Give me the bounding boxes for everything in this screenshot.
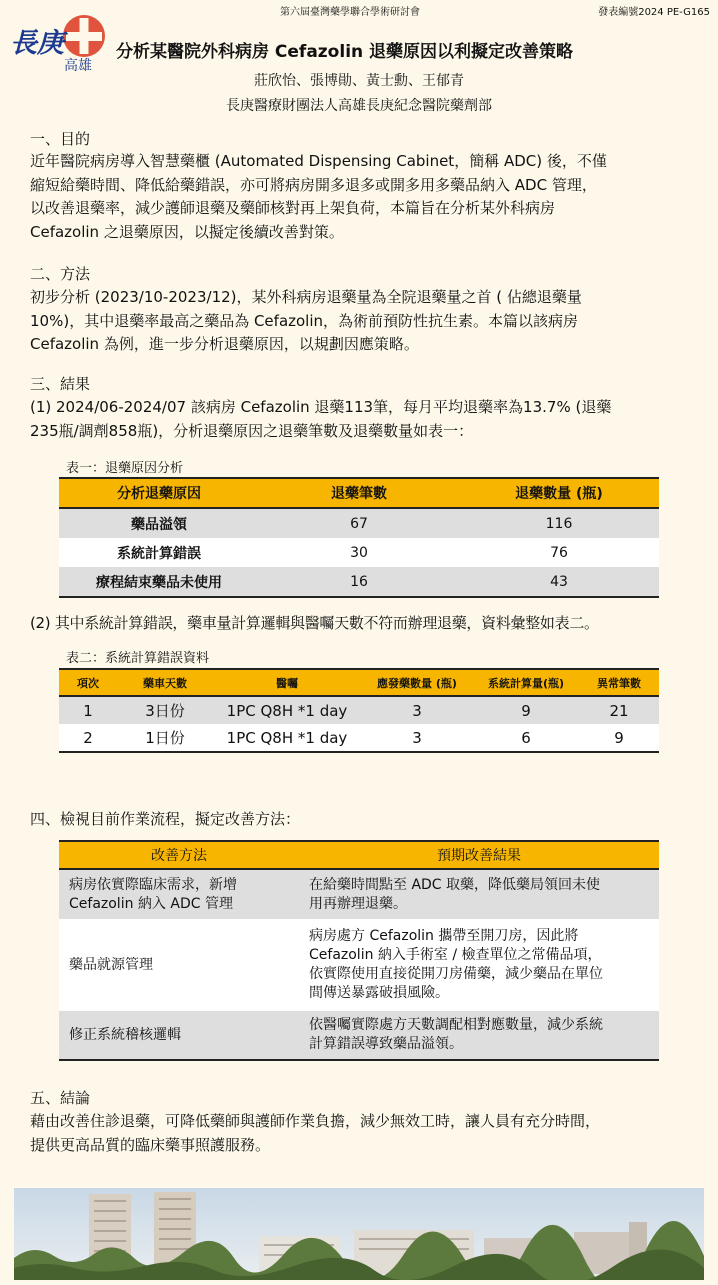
text-line: 235瓶/調劑858瓶)，分析退藥原因之退藥筆數及退藥數量如表一：: [30, 421, 474, 440]
table-cell: 16: [259, 567, 459, 597]
page-title: 分析某醫院外科病房 Cefazolin 退藥原因以利擬定改善策略: [116, 42, 574, 62]
affiliation: 長庚醫療財團法人高雄長庚紀念醫院藥劑部: [226, 98, 492, 114]
table-cell: 2: [59, 724, 117, 752]
cell-line: 藥品就源管理: [69, 956, 153, 973]
section-heading-purpose: 一、目的: [30, 130, 91, 148]
table-header: 應發藥數量 (瓶): [361, 669, 473, 696]
text-line: Cefazolin 之退藥原因，以擬定後續改善對策。: [30, 222, 344, 241]
table-cell: 76: [459, 538, 659, 567]
table-cell: 藥品溢領: [59, 508, 259, 538]
table-row: [59, 724, 659, 752]
cell-line: 間傳送暴露破損風險。: [309, 985, 449, 1001]
cell-line: 用再辦理退藥。: [309, 895, 407, 912]
section-body-results: [30, 396, 690, 443]
section-body-conclusion: [30, 1110, 690, 1157]
logo-text-sub: 高雄: [64, 58, 92, 72]
cell-line: 依醫囑實際處方天數調配相對應數量，減少系統: [309, 1017, 603, 1033]
text-line: 提供更高品質的臨床藥事照護服務。: [30, 1135, 271, 1154]
table-return-reasons: [59, 477, 659, 598]
results-part2: [30, 612, 718, 636]
table-cell: [299, 1011, 659, 1060]
text-line: (1) 2024/06-2024/07 該病房 Cefazolin 退藥113筆，每月平均退藥率為13.7% (退藥: [30, 398, 612, 416]
text-line: 近年醫院病房導入智慧藥櫃 (Automated Dispensing Cabinet，簡稱 ADC) 後，不僅: [30, 152, 607, 170]
table2-caption: 表二：系統計算錯誤資料: [66, 651, 210, 666]
cell-line: Cefazolin 納入手術室 / 檢查單位之常備品項，: [309, 947, 602, 963]
logo-text-main: 長庚: [10, 28, 64, 59]
text-line: 縮短給藥時間、降低給藥錯誤，亦可將病房開多退多或開多用多藥品納入 ADC 管理，: [30, 175, 597, 194]
table-improvement-plan: [59, 840, 659, 1061]
cell-line: 病房依實際臨床需求，新增: [69, 876, 237, 893]
table-cell: [59, 1011, 299, 1060]
table-cell: [59, 869, 299, 919]
table-header: 退藥數量 (瓶): [459, 478, 659, 508]
cell-line: 依實際使用直接從開刀房備藥，減少藥品在單位: [309, 966, 603, 982]
text-line: 初步分析 (2023/10-2023/12)，某外科病房退藥量為全院退藥量之首 ( 佔總退藥量: [30, 288, 582, 306]
cell-line: Cefazolin 納入 ADC 管理: [69, 895, 233, 912]
conference-name: 第六屆臺灣藥學聯合學術研討會: [280, 7, 420, 18]
table-cell: 療程結束藥品未使用: [59, 567, 259, 597]
chang-gung-logo: [6, 10, 118, 72]
section-body-purpose: [30, 150, 690, 244]
table-cell: 21: [579, 696, 659, 724]
cell-line: 在給藥時間點至 ADC 取藥，降低藥局領回未使: [309, 876, 601, 893]
table-calc-errors: [59, 668, 659, 753]
table-cell: 3: [361, 696, 473, 724]
table-row: [59, 538, 659, 567]
table-cell: 116: [459, 508, 659, 538]
table-cell: 1: [59, 696, 117, 724]
table-header: 退藥筆數: [259, 478, 459, 508]
authors: 莊欣怡、張博勛、黃士勳、王郁青: [254, 73, 464, 89]
table-cell: [299, 869, 659, 919]
table-cell: [59, 919, 299, 1011]
section-body-method: [30, 286, 690, 357]
table-header: 改善方法: [59, 841, 299, 869]
table-row: [59, 869, 659, 919]
table-cell: 6: [473, 724, 579, 752]
hospital-skyline-banner: [14, 1188, 704, 1280]
table-cell: 9: [579, 724, 659, 752]
table-cell: 67: [259, 508, 459, 538]
text-line: 10%)，其中退藥率最高之藥品為 Cefazolin，為術前預防性抗生素。本篇以該病房: [30, 311, 579, 330]
cell-line: 病房處方 Cefazolin 攜帶至開刀房，因此將: [309, 928, 579, 944]
table-header: 項次: [59, 669, 117, 696]
table-cell: 3日份: [117, 696, 213, 724]
table-cell: 3: [361, 724, 473, 752]
table-row: [59, 567, 659, 597]
text-line: 以改善退藥率，減少護師退藥及藥師核對再上架負荷，本篇旨在分析某外科病房: [30, 199, 556, 217]
section-heading-results: 三、結果: [30, 375, 91, 393]
table-header: 系統計算量(瓶): [473, 669, 579, 696]
section-heading-conclusion: 五、結論: [30, 1089, 91, 1107]
cell-line: 修正系統稽核邏輯: [69, 1026, 181, 1043]
table-cell: 1PC Q8H *1 day: [213, 724, 361, 752]
table-row: [59, 919, 659, 1011]
text-line: 藉由改善住診退藥，可降低藥師與護師作業負擔，減少無效工時，讓人員有充分時間，: [30, 1112, 601, 1130]
table-cell: 系統計算錯誤: [59, 538, 259, 567]
table-cell: 9: [473, 696, 579, 724]
table-cell: 30: [259, 538, 459, 567]
section-heading-improvement: 四、檢視目前作業流程，擬定改善方法：: [30, 810, 301, 828]
paper-code: 發表編號2024 PE-G165: [598, 7, 710, 18]
table-header: 分析退藥原因: [59, 478, 259, 508]
table-cell: 1日份: [117, 724, 213, 752]
table-cell: 1PC Q8H *1 day: [213, 696, 361, 724]
table-row: [59, 1011, 659, 1060]
table-header: 醫囑: [213, 669, 361, 696]
text-line: Cefazolin 為例，進一步分析退藥原因，以規劃因應策略。: [30, 335, 419, 353]
table-header: 異常筆數: [579, 669, 659, 696]
table-row: [59, 696, 659, 724]
table-cell: [299, 919, 659, 1011]
table-header: 預期改善結果: [299, 841, 659, 869]
table-header: 藥車天數: [117, 669, 213, 696]
table-row: [59, 508, 659, 538]
table-cell: 43: [459, 567, 659, 597]
table1-caption: 表一：退藥原因分析: [66, 461, 184, 476]
text-line: (2) 其中系統計算錯誤，藥車量計算邏輯與醫囑天數不符而辦理退藥，資料彙整如表二。: [30, 614, 599, 632]
section-heading-method: 二、方法: [30, 265, 91, 283]
hospital-skyline-icon: [14, 1188, 704, 1280]
cell-line: 計算錯誤導致藥品溢領。: [309, 1036, 463, 1052]
